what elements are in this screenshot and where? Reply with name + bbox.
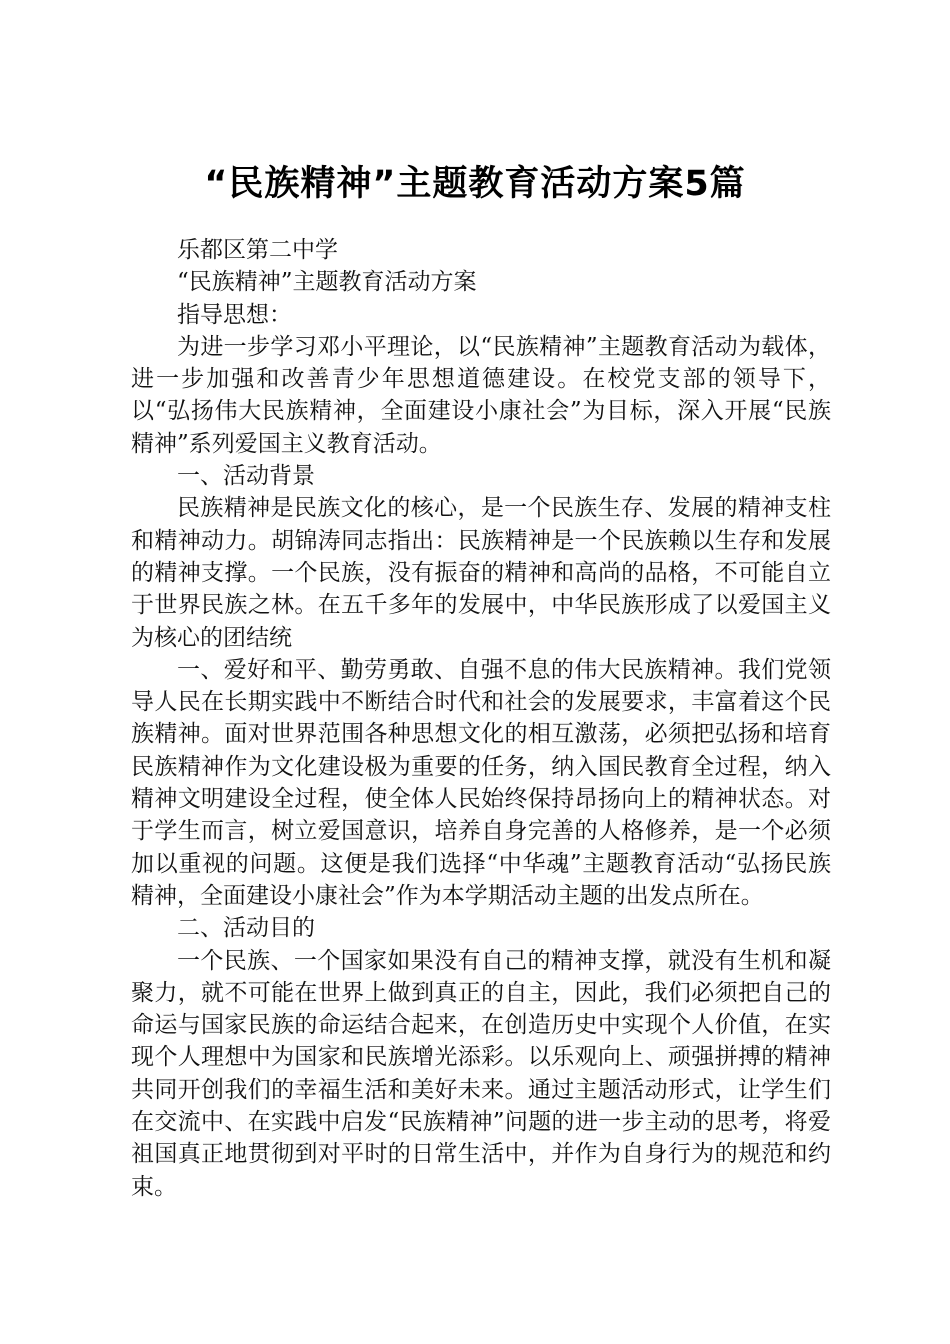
- school-name-line: 乐都区第二中学: [177, 237, 338, 263]
- plan-subtitle-line: “民族精神”主题教育活动方案: [177, 269, 477, 296]
- guiding-ideology-paragraph: 为进一步学习邓小平理论，以“民族精神”主题教育活动为载体，进一步加强和改善青少年思想道德建设。在校党支部的领导下，以“弘扬伟大民族精神，全面建设小康社会”为目标，深入开展“民族精神”系列爱国主义教育活动。: [131, 333, 831, 457]
- background-paragraph: 民族精神是民族文化的核心，是一个民族生存、发展的精神支柱和精神动力。胡锦涛同志指出：民族精神是一个民族赖以生存和发展的精神支撑。一个民族，没有振奋的精神和高尚的品格，不可能自立于世界民族之林。在五千多年的发展中，中华民族形成了以爱国主义为核心的团结统: [131, 495, 831, 651]
- section-heading-background: 一、活动背景: [177, 463, 315, 490]
- purpose-paragraph: 一个民族、一个国家如果没有自己的精神支撑，就没有生机和凝聚力，就不可能在世界上做到真正的自主，因此，我们必须把自己的命运与国家民族的命运结合起来，在创造历史中实现个人价值，在实现个人理想中为国家和民族增光添彩。以乐观向上、顽强拼搏的精神共同开创我们的幸福生活和美好未来。通过主题活动形式，让学生们在交流中、在实践中启发“民族精神”问题的进一步主动的思考，将爱祖国真正地贯彻到对平时的日常生活中，并作为自身行为的规范和约束。: [131, 947, 831, 1200]
- document-title: “民族精神”主题教育活动方案5篇: [204, 164, 746, 204]
- document-body: [131, 234, 831, 1203]
- guiding-ideology-heading: 指导思想：: [177, 301, 292, 328]
- section-heading-purpose: 二、活动目的: [177, 915, 315, 942]
- national-spirit-paragraph: 一、爱好和平、勤劳勇敢、自强不息的伟大民族精神。我们党领导人民在长期实践中不断结合时代和社会的发展要求，丰富着这个民族精神。面对世界范围各种思想文化的相互激荡，必须把弘扬和培育民族精神作为文化建设极为重要的任务，纳入国民教育全过程，纳入精神文明建设全过程，使全体人民始终保持昂扬向上的精神状态。对于学生而言，树立爱国意识，培养自身完善的人格修养，是一个必须加以重视的问题。这便是我们选择“中华魂”主题教育活动“弘扬民族精神，全面建设小康社会”作为本学期活动主题的出发点所在。: [131, 656, 831, 909]
